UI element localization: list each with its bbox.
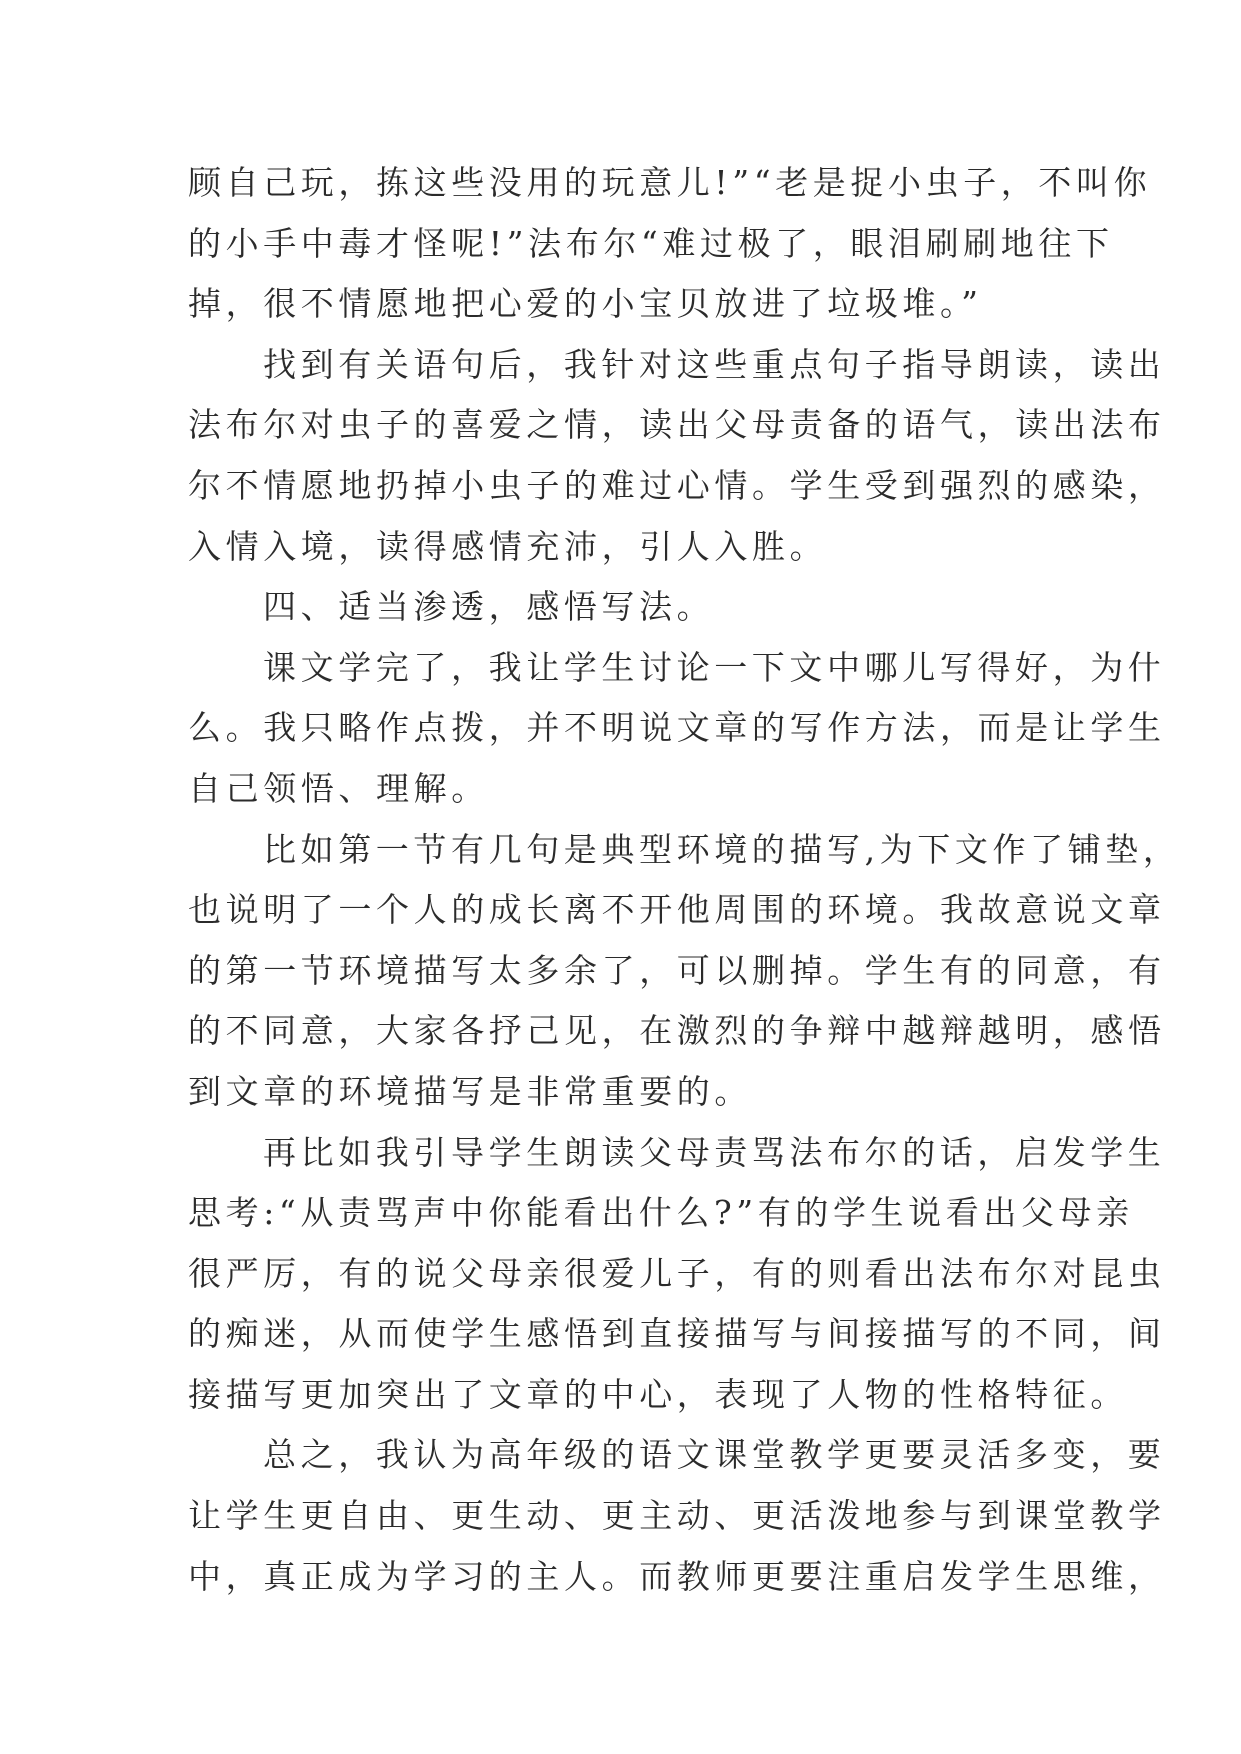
text-line: 入情入境，读得感情充沛，引人入胜。 <box>188 526 828 566</box>
text-line: 的痴迷，从而使学生感悟到直接描写与间接描写的不同，间 <box>188 1314 1166 1354</box>
paragraph-first-line: 再比如我引导学生朗读父母责骂法布尔的话，启发学生 <box>263 1132 1166 1172</box>
paragraph-first-line: 找到有关语句后，我针对这些重点句子指导朗读，读出 <box>263 344 1166 384</box>
text-line: 接描写更加突出了文章的中心，表现了人物的性格特征。 <box>188 1374 1128 1414</box>
text-line: 很严厉，有的说父母亲很爱儿子，有的则看出法布尔对昆虫 <box>188 1253 1166 1293</box>
text-line: 也说明了一个人的成长离不开他周围的环境。我故意说文章 <box>188 890 1166 930</box>
text-line: 让学生更自由、更生动、更主动、更活泼地参与到课堂教学 <box>188 1496 1166 1536</box>
document-body <box>188 153 1181 1607</box>
text-line: 自己领悟、理解。 <box>188 768 489 808</box>
section-heading: 四、适当渗透，感悟写法。 <box>263 587 715 627</box>
text-line: 的不同意，大家各抒己见，在激烈的争辩中越辩越明，感悟 <box>188 1011 1166 1051</box>
paragraph-first-line: 课文学完了，我让学生讨论一下文中哪儿写得好，为什 <box>263 647 1166 687</box>
text-line: 掉，很不情愿地把心爱的小宝贝放进了垃圾堆。” <box>188 284 983 324</box>
text-line: 么。我只略作点拨，并不明说文章的写作方法，而是让学生 <box>188 708 1166 748</box>
text-line: 到文章的环境描写是非常重要的。 <box>188 1071 752 1111</box>
text-line: 尔不情愿地扔掉小虫子的难过心情。学生受到强烈的感染， <box>188 465 1166 505</box>
paragraph-first-line: 比如第一节有几句是典型环境的描写,为下文作了铺垫， <box>263 829 1181 869</box>
text-line: 中，真正成为学习的主人。而教师更要注重启发学生思维， <box>188 1556 1166 1596</box>
text-line: 思考:“从责骂声中你能看出什么?”有的学生说看出父母亲 <box>188 1193 1134 1233</box>
text-line: 的小手中毒才怪呢!”法布尔“难过极了，眼泪刷刷地往下 <box>188 223 1114 263</box>
text-line: 法布尔对虫子的喜爱之情，读出父母责备的语气，读出法布 <box>188 405 1166 445</box>
text-line: 顾自己玩，拣这些没用的玩意儿!”“老是捉小虫子，不叫你 <box>188 163 1152 202</box>
text-line: 的第一节环境描写太多余了，可以删掉。学生有的同意，有 <box>188 950 1166 990</box>
paragraph-first-line: 总之，我认为高年级的语文课堂教学更要灵活多变，要 <box>263 1435 1166 1475</box>
